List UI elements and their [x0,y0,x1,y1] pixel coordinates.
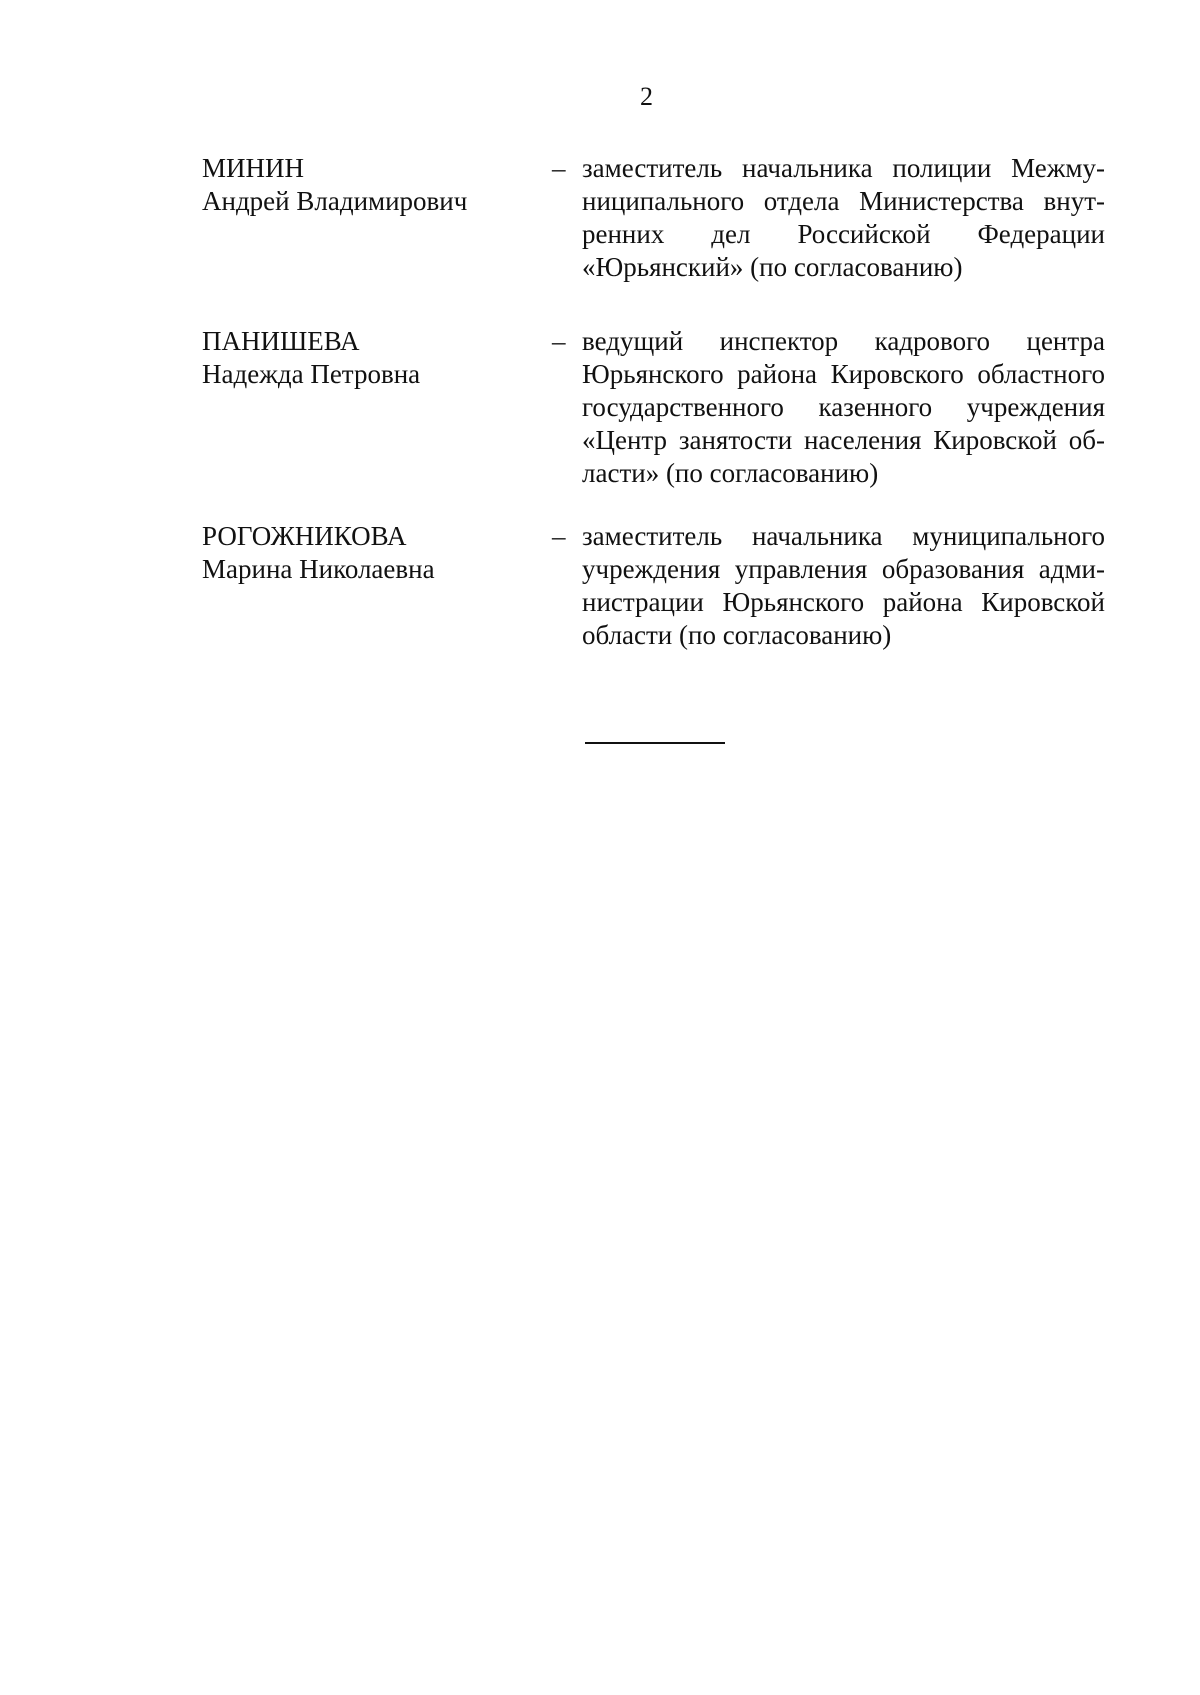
page-number: 2 [640,82,653,111]
member-surname: ПАНИШЕВА [202,326,360,356]
member-given-names: Надежда Петровна [202,359,421,389]
member-name [202,520,562,586]
member-given-names: Андрей Владимирович [202,186,468,216]
entry-dash: – [552,326,566,356]
member-name [202,325,562,391]
end-of-list-rule [585,742,725,744]
member-given-names: Марина Николаевна [202,554,435,584]
member-position: заместитель начальника полиции Межмуниципального отдела Министерства внутренних дел Российской Федерации «Юрьянский» (по согласованию) [582,153,1105,282]
member-position: заместитель начальника муниципального учреждения управления образования администрации Юрьянского района Кировской области (по согласованию) [582,521,1105,650]
entry-dash: – [552,153,566,183]
member-name [202,152,562,218]
member-surname: РОГОЖНИКОВА [202,521,407,551]
entry-dash: – [552,521,566,551]
member-position: ведущий инспектор кадрового центра Юрьянского района Кировского областного государственного казенного учреждения «Центр занятости населения Кировской области» (по согласованию) [582,326,1105,488]
member-surname: МИНИН [202,153,305,183]
